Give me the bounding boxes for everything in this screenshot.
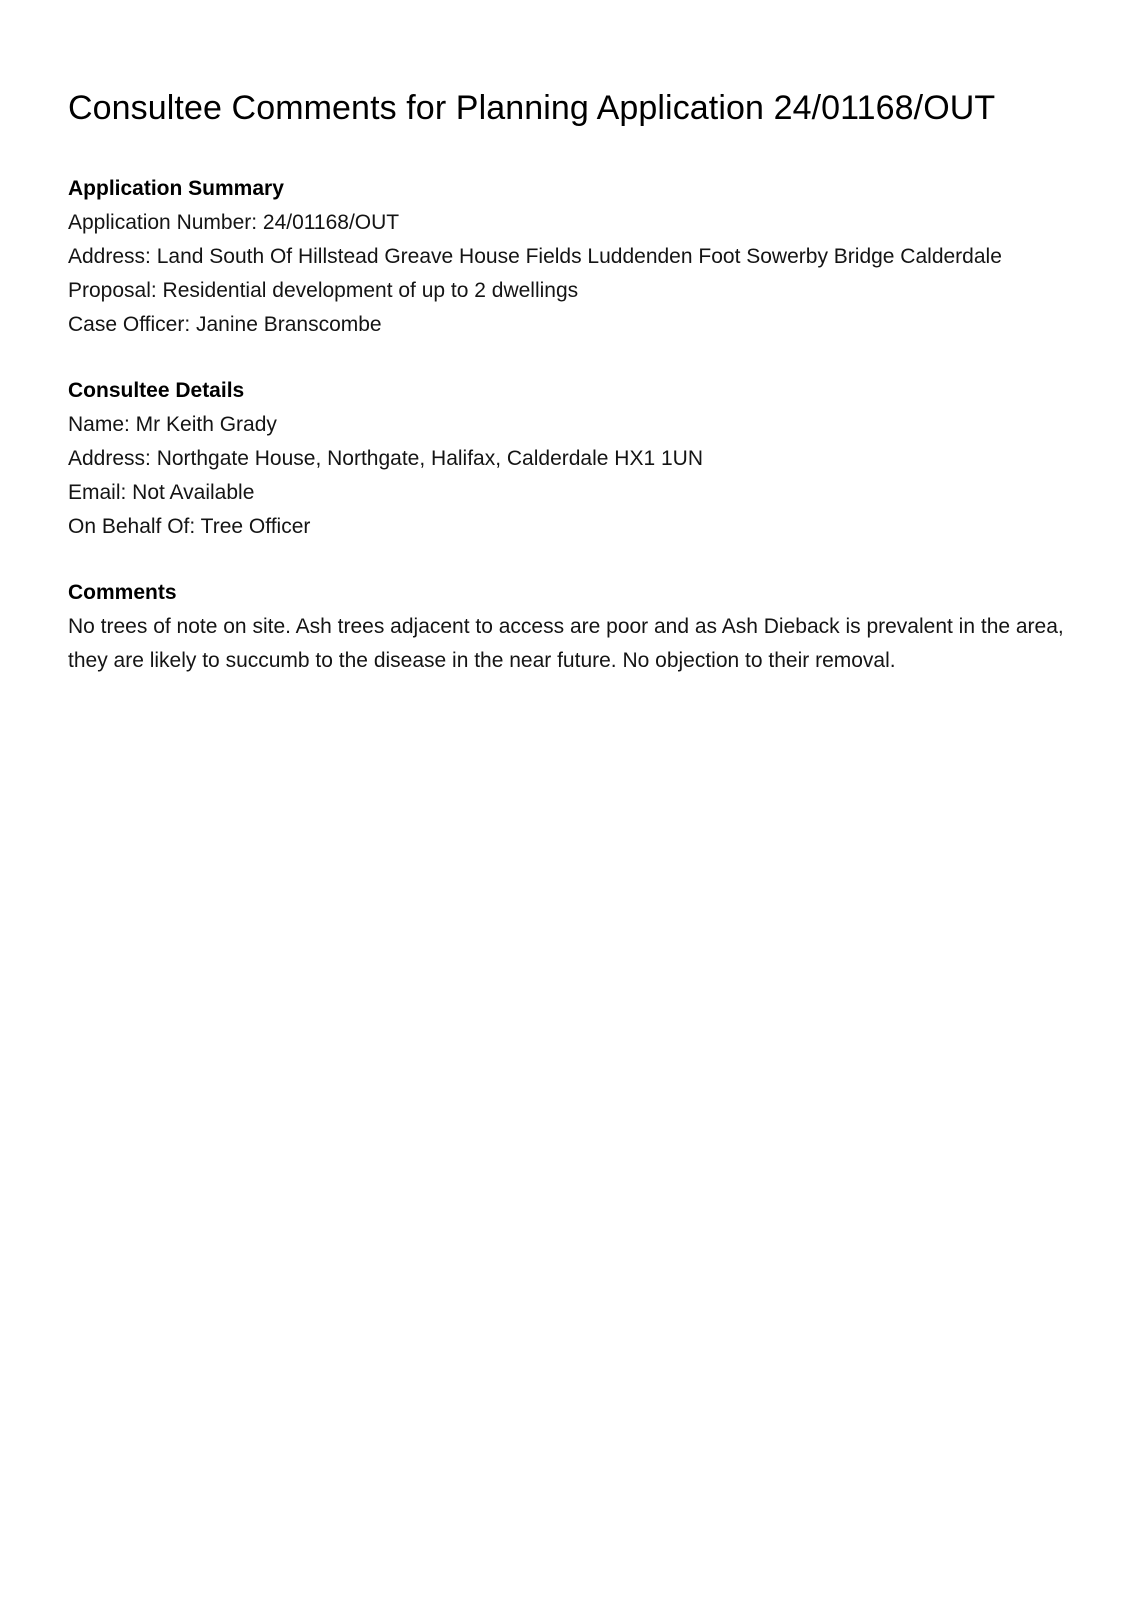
case-officer: Case Officer: Janine Branscombe bbox=[68, 313, 382, 336]
page-title: Consultee Comments for Planning Application 24/01168/OUT bbox=[68, 89, 996, 127]
application-summary-heading: Application Summary bbox=[68, 177, 284, 200]
application-summary-section bbox=[68, 172, 1070, 342]
application-address: Address: Land South Of Hillstead Greave House Fields Luddenden Foot Sowerby Bridge Calderdale bbox=[68, 245, 1002, 268]
comments-section bbox=[68, 576, 1070, 678]
application-number: Application Number: 24/01168/OUT bbox=[68, 211, 400, 234]
consultee-details-heading: Consultee Details bbox=[68, 379, 245, 402]
consultee-on-behalf-of: On Behalf Of: Tree Officer bbox=[68, 515, 311, 538]
application-proposal: Proposal: Residential development of up to 2 dwellings bbox=[68, 279, 579, 302]
consultee-name: Name: Mr Keith Grady bbox=[68, 413, 277, 436]
consultee-details-section bbox=[68, 374, 1070, 544]
comments-heading: Comments bbox=[68, 581, 177, 604]
consultee-address: Address: Northgate House, Northgate, Halifax, Calderdale HX1 1UN bbox=[68, 447, 703, 470]
consultee-email: Email: Not Available bbox=[68, 481, 255, 504]
comments-text: No trees of note on site. Ash trees adjacent to access are poor and as Ash Dieback is prevalent in the area, they are likely to succumb to the disease in the near future. No objection to their removal. bbox=[68, 615, 1064, 672]
